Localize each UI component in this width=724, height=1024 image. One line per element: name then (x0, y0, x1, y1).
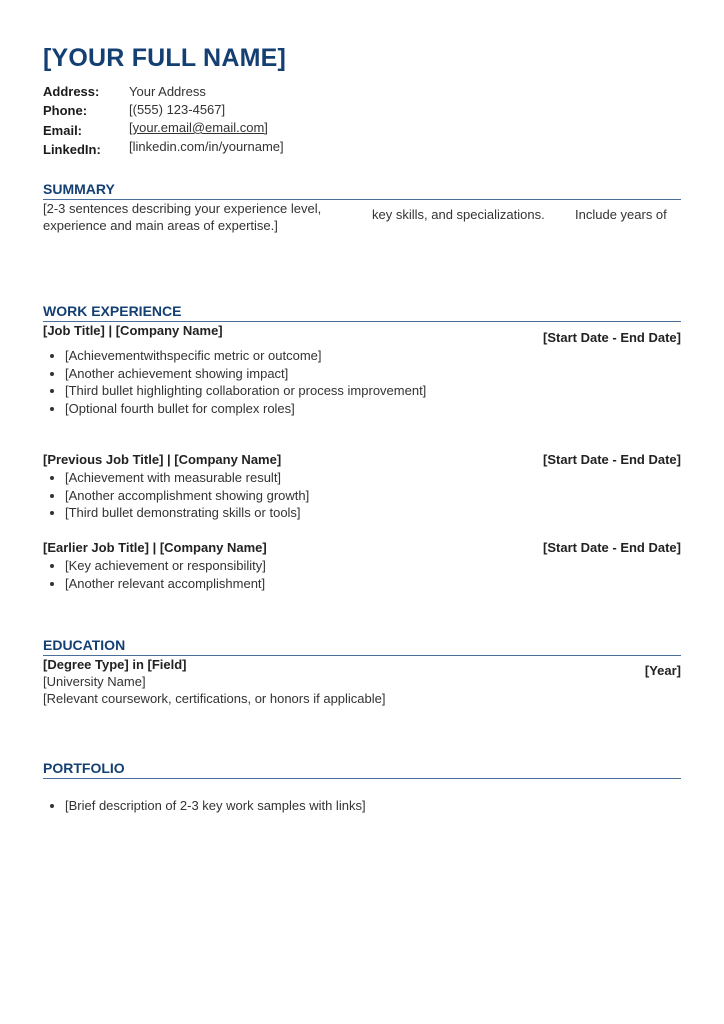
list-item: • [Third bullet demonstrating skills or tools] (65, 504, 309, 522)
job-3-bullets (43, 557, 266, 592)
list-item: • [Brief description of 2-3 key work samples with links] (65, 797, 366, 815)
job-1-bullets (43, 347, 426, 417)
list-item: • [Optional fourth bullet for complex roles] (65, 400, 426, 418)
list-item: • [Achievement with measurable result] (65, 469, 309, 487)
list-item: • [Achievementwithspecific metric or outcome] (65, 347, 426, 365)
summary-text-line2: experience and main areas of expertise.] (43, 218, 278, 233)
list-item: • [Third bullet highlighting collaboration or process improvement] (65, 382, 426, 400)
education-heading: EDUCATION (43, 637, 126, 653)
summary-heading: SUMMARY (43, 181, 115, 197)
summary-text-line1a: [2-3 sentences describing your experience level, (43, 201, 322, 216)
address-label: Address: (43, 84, 100, 99)
work-experience-heading: WORK EXPERIENCE (43, 303, 182, 319)
list-item: • [Another relevant accomplishment] (65, 575, 266, 593)
degree: [Degree Type] in [Field] (43, 657, 187, 672)
linkedin-label: LinkedIn: (43, 142, 101, 157)
job-2-dates: [Start Date - End Date] (543, 452, 681, 467)
list-item: • [Another achievement showing impact] (65, 365, 426, 383)
university-name: [University Name] (43, 674, 146, 689)
job-3-dates: [Start Date - End Date] (543, 540, 681, 555)
phone-value: [(555) 123-4567] (129, 102, 226, 117)
email-link[interactable]: [your.email@email.com] (129, 120, 268, 135)
phone-label: Phone: (43, 103, 88, 118)
full-name: [YOUR FULL NAME] (43, 44, 286, 72)
job-2-heading: [Previous Job Title] | [Company Name] (43, 452, 282, 467)
list-item: • [Another accomplishment showing growth] (65, 487, 309, 505)
job-2-bullets (43, 469, 309, 522)
education-divider (43, 655, 681, 656)
job-3-heading: [Earlier Job Title] | [Company Name] (43, 540, 267, 555)
portfolio-bullets (43, 797, 366, 815)
address-value: Your Address (129, 84, 206, 99)
job-1-heading: [Job Title] | [Company Name] (43, 323, 223, 338)
email-label: Email: (43, 123, 83, 138)
summary-text-line1b: key skills, and specializations. (372, 207, 545, 222)
portfolio-heading: PORTFOLIO (43, 760, 125, 776)
summary-text-line1c: Include years of (575, 207, 667, 222)
summary-divider (43, 199, 681, 200)
job-1-dates: [Start Date - End Date] (543, 330, 681, 345)
graduation-year: [Year] (644, 663, 681, 678)
work-divider (43, 321, 681, 322)
portfolio-divider (43, 778, 681, 779)
linkedin-value: [linkedin.com/in/yourname] (129, 139, 284, 154)
education-details: [Relevant coursework, certifications, or honors if applicable] (43, 691, 386, 706)
list-item: • [Key achievement or responsibility] (65, 557, 266, 575)
